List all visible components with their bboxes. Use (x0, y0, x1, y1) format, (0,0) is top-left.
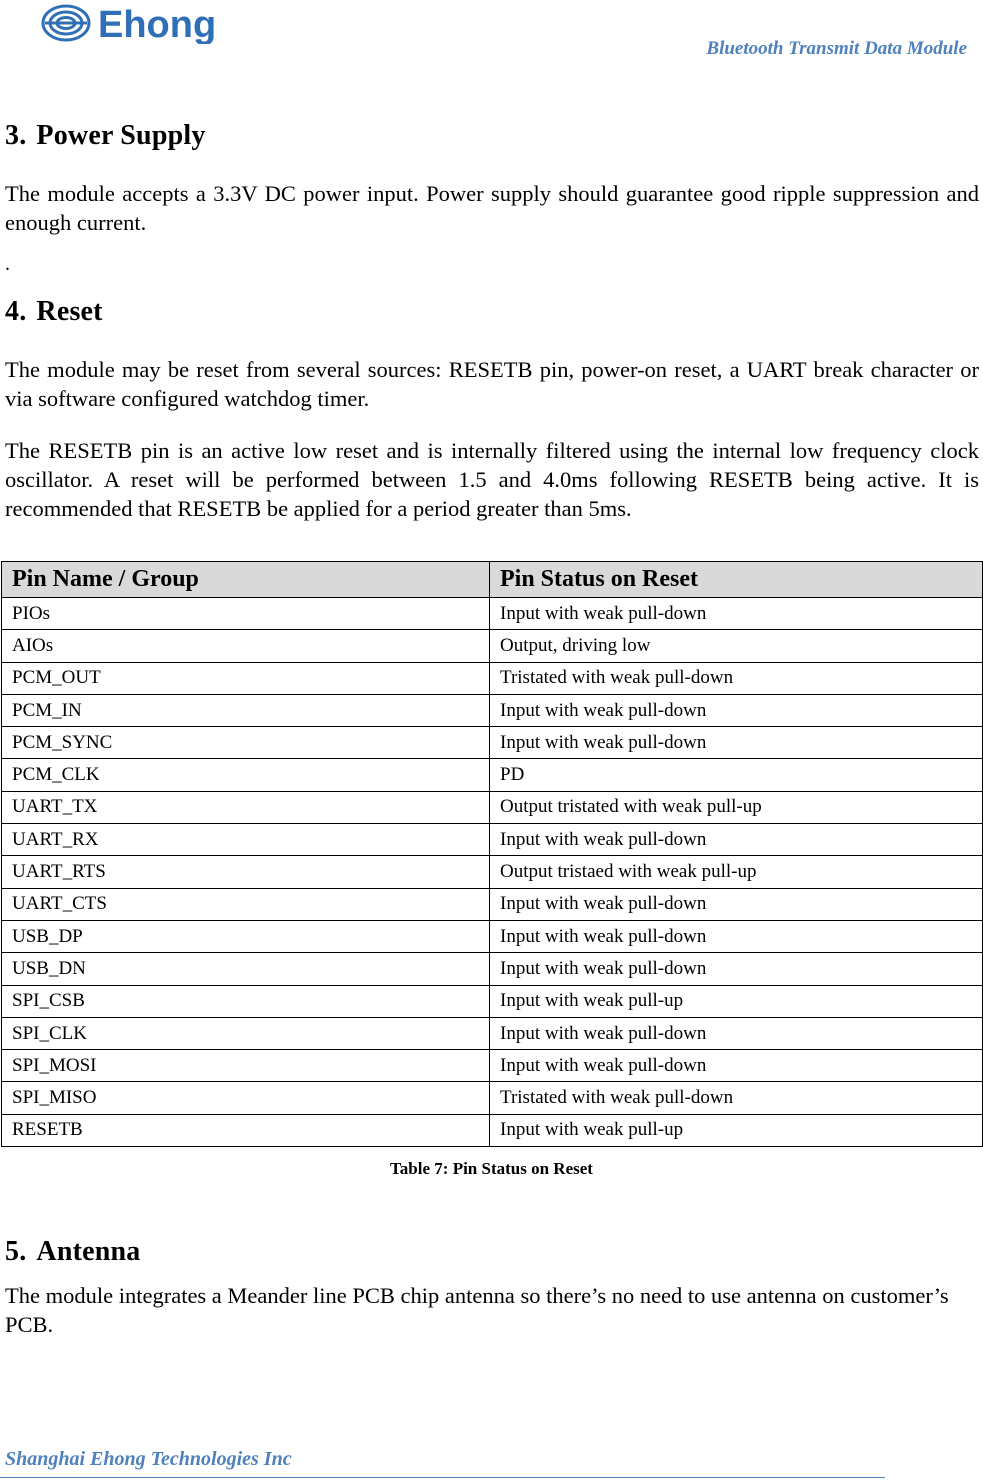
pin-name-cell: SPI_MISO (2, 1082, 490, 1114)
reset-paragraph-1: The module may be reset from several sources: RESETB pin, power-on reset, a UART break character or via software configured watchdog timer. (5, 357, 979, 411)
antenna-paragraph: The module integrates a Meander line PCB chip antenna so there’s no need to use antenna on customer’s PCB. (5, 1283, 949, 1337)
reset-heading (5, 296, 103, 328)
power-supply-heading (5, 120, 206, 152)
footer-company: Shanghai Ehong Technologies Inc (5, 1448, 292, 1470)
column-header-pin-name: Pin Name / Group (2, 562, 490, 598)
pin-status-cell: Tristated with weak pull-down (490, 662, 983, 694)
table-row (2, 630, 983, 662)
table-row (2, 1114, 983, 1146)
table-row (2, 791, 983, 823)
pin-status-cell: Output tristated with weak pull-up (490, 791, 983, 823)
header-title: Bluetooth Transmit Data Module (706, 38, 967, 59)
footer-divider (0, 1477, 885, 1478)
stray-period: . (5, 253, 10, 275)
pin-name-cell: SPI_CSB (2, 985, 490, 1017)
table-row (2, 727, 983, 759)
pin-name-cell: UART_RX (2, 824, 490, 856)
pin-status-cell: Input with weak pull-up (490, 1114, 983, 1146)
pin-status-table (1, 561, 983, 1147)
pin-status-cell: Input with weak pull-down (490, 1050, 983, 1082)
pin-name-cell: UART_CTS (2, 888, 490, 920)
pin-name-cell: USB_DN (2, 953, 490, 985)
pin-status-cell: Input with weak pull-down (490, 920, 983, 952)
pin-name-cell: PCM_OUT (2, 662, 490, 694)
table-row (2, 920, 983, 952)
table-row (2, 824, 983, 856)
table-row (2, 759, 983, 791)
pin-name-cell: RESETB (2, 1114, 490, 1146)
pin-name-cell: USB_DP (2, 920, 490, 952)
table-row (2, 662, 983, 694)
table-row (2, 1050, 983, 1082)
table-row (2, 598, 983, 630)
ehong-logo (40, 2, 272, 44)
pin-name-cell: PCM_IN (2, 694, 490, 726)
pin-status-cell: Input with weak pull-down (490, 727, 983, 759)
pin-name-cell: SPI_MOSI (2, 1050, 490, 1082)
table-caption: Table 7: Pin Status on Reset (390, 1159, 593, 1178)
pin-status-cell: Output, driving low (490, 630, 983, 662)
table-row (2, 1082, 983, 1114)
power-section-number: 3. (5, 120, 27, 151)
reset-paragraph-2: The RESETB pin is an active low reset and is internally filtered using the internal low frequency clock oscillator. A reset will be performed between 1.5 and 4.0ms following RESETB being active. It is recommended that RESETB be applied for a period greater than 5ms. (5, 438, 979, 521)
logo-text: Ehong (98, 4, 217, 44)
pin-status-cell: Input with weak pull-down (490, 888, 983, 920)
reset-section-number: 4. (5, 296, 27, 327)
pin-name-cell: UART_RTS (2, 856, 490, 888)
power-section-title: Power Supply (36, 120, 206, 151)
table-row (2, 856, 983, 888)
column-header-pin-status: Pin Status on Reset (490, 562, 983, 598)
pin-status-cell: Input with weak pull-down (490, 694, 983, 726)
antenna-section-title: Antenna (36, 1236, 141, 1267)
pin-name-cell: PIOs (2, 598, 490, 630)
table-row (2, 888, 983, 920)
pin-name-cell: AIOs (2, 630, 490, 662)
pin-status-cell: Input with weak pull-down (490, 824, 983, 856)
pin-name-cell: PCM_SYNC (2, 727, 490, 759)
table-header-row (2, 562, 983, 598)
pin-status-cell: Output tristaed with weak pull-up (490, 856, 983, 888)
logo-swirl-icon (43, 6, 89, 40)
pin-status-cell: Input with weak pull-down (490, 1017, 983, 1049)
table-row (2, 1017, 983, 1049)
table-body (2, 598, 983, 1147)
pin-status-cell: Input with weak pull-down (490, 953, 983, 985)
table-row (2, 694, 983, 726)
antenna-section-number: 5. (5, 1236, 27, 1267)
pin-name-cell: UART_TX (2, 791, 490, 823)
power-supply-paragraph: The module accepts a 3.3V DC power input. Power supply should guarantee good ripple suppression and enough current. (5, 181, 979, 235)
table-row (2, 985, 983, 1017)
pin-status-cell: Tristated with weak pull-down (490, 1082, 983, 1114)
pin-status-cell: PD (490, 759, 983, 791)
antenna-heading (5, 1236, 141, 1268)
pin-status-cell: Input with weak pull-down (490, 598, 983, 630)
reset-section-title: Reset (36, 296, 103, 327)
pin-status-cell: Input with weak pull-up (490, 985, 983, 1017)
pin-name-cell: PCM_CLK (2, 759, 490, 791)
pin-name-cell: SPI_CLK (2, 1017, 490, 1049)
table-row (2, 953, 983, 985)
